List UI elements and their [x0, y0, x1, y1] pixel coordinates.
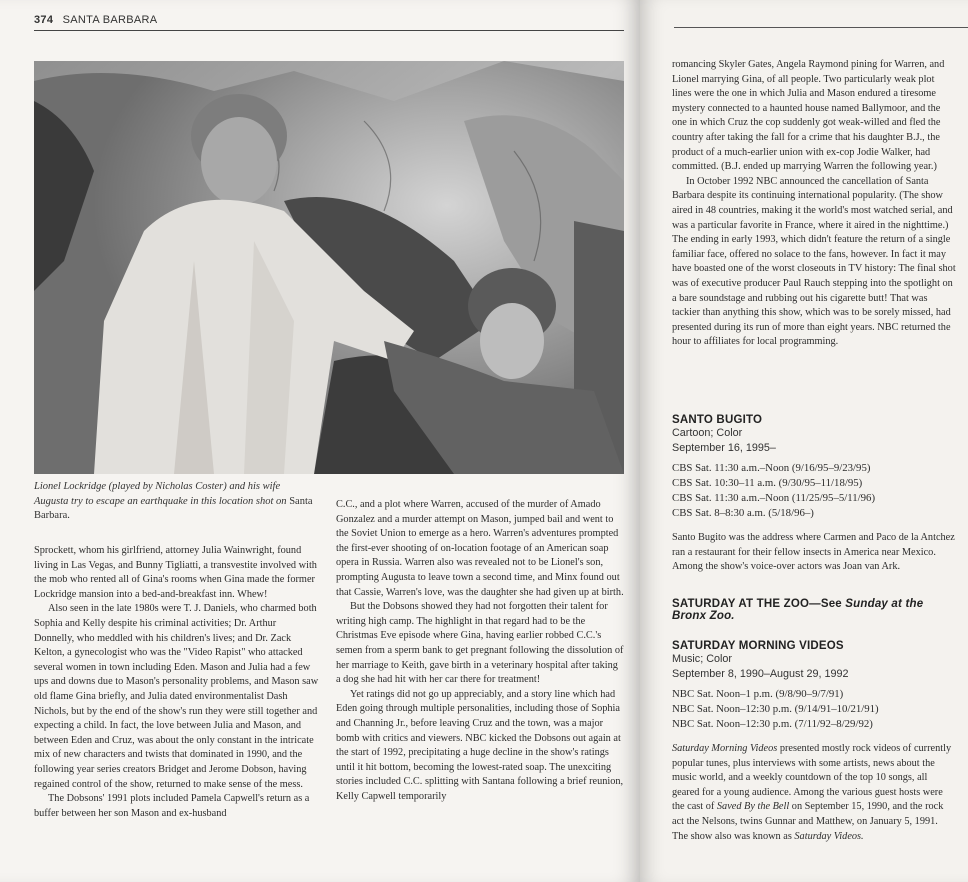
desc-italic: Saved By the Bell	[716, 801, 790, 813]
caption-roman: Santa Barbara.	[34, 495, 313, 521]
schedule-line: NBC Sat. Noon–1 p.m. (9/8/90–9/7/91)	[672, 688, 844, 700]
desc-italic: Saturday Morning Videos	[672, 743, 778, 754]
paragraph: In October 1992 NBC announced the cancellation of Santa Barbara despite its continuing international popularity. (The show aired in 48 countries, making it the world's most watched serial, and was a particular favorite in France, where it aired in the nighttime.) The ending in early 1993, which didn't feature the return of a single familiar face, offered no solace to the fans, however. In fact it may have boasted one of the worst closeouts in TV history: The final shot was of executive producer Paul Rauch stepping into the spotlight on a bare soundstage and rubbing out his cigarette butt! That was tackier than anything this show, which was to be sorely missed, had presented during its run of more than eight years. NBC returned the hour to affiliates for local programming.	[672, 175, 956, 348]
entry-title: SATURDAY MORNING VIDEOS	[672, 640, 844, 652]
running-head-left	[34, 14, 157, 26]
photo-caption	[34, 480, 314, 524]
entry-schedule	[672, 461, 956, 521]
header-rule	[674, 27, 968, 28]
entry-dates: September 8, 1990–August 29, 1992	[672, 668, 849, 680]
entry-description	[672, 742, 956, 844]
entry-santo-bugito	[672, 414, 956, 575]
entry-saturday-morning-videos	[672, 640, 956, 844]
entry-dates: September 16, 1995–	[672, 442, 776, 454]
text-column-a	[34, 544, 319, 821]
schedule-line: NBC Sat. Noon–12:30 p.m. (7/11/92–8/29/92)	[672, 718, 873, 730]
page-number: 374	[34, 14, 54, 26]
paragraph: The Dobsons' 1991 plots included Pamela Capwell's return as a buffer between her son Mason and ex-husband	[34, 793, 310, 819]
production-photo	[34, 61, 624, 474]
paragraph: But the Dobsons showed they had not forgotten their talent for writing high camp. The highlight in that regard had to be the Christmas Eve episode where Gina, having earlier robbed C.C.'s semen from a sperm bank to get pregnant following the dissolution of her marriage to Keith, gave birth in a veterinary hospital after taking a dog she had hit with her car there for treatment!	[336, 601, 624, 686]
schedule-line: NBC Sat. Noon–12:30 p.m. (9/14/91–10/21/91)	[672, 703, 879, 715]
running-title: SANTA BARBARA	[62, 14, 158, 26]
schedule-line: CBS Sat. 11:30 a.m.–Noon (9/16/95–9/23/95)	[672, 462, 871, 474]
paragraph: Yet ratings did not go up appreciably, and a story line which had Eden going through multiple personalities, including those of Sophia and Channing Jr., before leaving Cruz and the town, was a major bomb with critics and viewers. NBC kicked the Dobsons out again at the start of 1992, precipitating a huge decline in the show's ratings until it hit bottom, becoming the lowest-rated soap. The unexciting stories included C.C. splitting with Santana following a brief reunion, Kelly Capwell temporarily	[336, 688, 624, 802]
desc-text: presented mostly rock videos of currently popular tunes, plus interviews with some artists, news about the music world, and a weekly countdown of the top 10 songs, all geared for a young audience. Among the various guest hosts were the cast of	[672, 743, 952, 813]
entry-schedule	[672, 687, 956, 732]
schedule-line: CBS Sat. 11:30 a.m.–Noon (11/25/95–5/11/96)	[672, 492, 876, 504]
paragraph: Sprockett, whom his girlfriend, attorney Julia Wainwright, found living in Las Vegas, and Bunny Tigliatti, a transvestite involved with the mob who rented all of Gina's rooms when Gina made the former Lockridge mansion into a bed-and-breakfast inn. Whew!	[34, 545, 317, 600]
entry-saturday-at-the-zoo	[672, 598, 956, 622]
entry-genre: Music; Color	[672, 653, 732, 665]
cross-reference: Sunday at the Bronx Zoo.	[672, 598, 924, 622]
desc-text: on September 15, 1990, and the rock act the Nelsons, twins Gunnar and Matthew, on January 5, 1991. The show also was known as	[672, 801, 944, 842]
entry-title: SANTO BUGITO	[672, 414, 763, 426]
entry-title	[672, 598, 956, 622]
paragraph: Also seen in the late 1980s were T. J. Daniels, who charmed both Sophia and Kelly despite his criminal activities; Dr. Arthur Donnelly, who meddled with his children's lives; and Dr. Zack Kelton, a gynecologist who was the "Video Rapist" who attacked several women in town including Eden. Mason and Julia had a few ups and downs due to Mason's personality problems, and Mason saw old flame Gina briefly, and Julia dated environmentalist Dash Nichols, but by the end of the show's run they were still together and expecting a child. In fact, the love between Julia and Mason, and between Eden and Cruz, was about the only constant in the intricate mix of new characters and twists that dominated in 1990, and the following year series creators Bridget and Jerome Dobson, having regained control of the show, returned to make sense of the mess.	[34, 603, 319, 790]
header-rule	[34, 30, 624, 31]
text-column-c	[672, 58, 956, 350]
desc-italic: Saturday Videos.	[794, 830, 864, 842]
entry-genre: Cartoon; Color	[672, 427, 743, 439]
entry-title-text: SATURDAY AT THE ZOO—See	[672, 598, 842, 610]
text-column-b	[336, 498, 624, 804]
paragraph: romancing Skyler Gates, Angela Raymond pining for Warren, and Lionel marrying Gina, of all people. Two particularly weak plot lines were the one in which Julia and Mason endured a tiresome mystery connected to a haunted house named Ballymoor, and the one in which Cruz the cop suddenly got weak-willed and fled the country after taking the fall for a crime that his daughter B.J., the product of a much-earlier union with ex-cop Jodie Walker, had committed. (B.J. ended up marrying Warren the following year.)	[672, 59, 945, 173]
paragraph: C.C., and a plot where Warren, accused of the murder of Amado Gonzalez and a murder attempt on Mason, jumped bail and went to the Soviet Union to emerge as a hero. Warren's adventures prompted the first-ever shooting of on-location footage of an American soap opera in Russia. Warren also was revealed not to be Lionel's son, prompting Augusta to leave town a second time, and Minx found out that Cassie, Warren's love, was the daughter she had given up at birth.	[336, 499, 624, 598]
schedule-line: CBS Sat. 10:30–11 a.m. (9/30/95–11/18/95)	[672, 477, 863, 489]
entry-description: Santo Bugito was the address where Carmen and Paco de la Antchez ran a restaurant for their fellow insects in America near Mexico. Among the show's voice-over actors was Joan van Ark.	[672, 532, 955, 573]
caption-italic: Lionel Lockridge (played by Nicholas Coster) and his wife Augusta try to escape an earthquake in this location shot on	[34, 481, 287, 507]
schedule-line: CBS Sat. 8–8:30 a.m. (5/18/96–)	[672, 507, 814, 519]
